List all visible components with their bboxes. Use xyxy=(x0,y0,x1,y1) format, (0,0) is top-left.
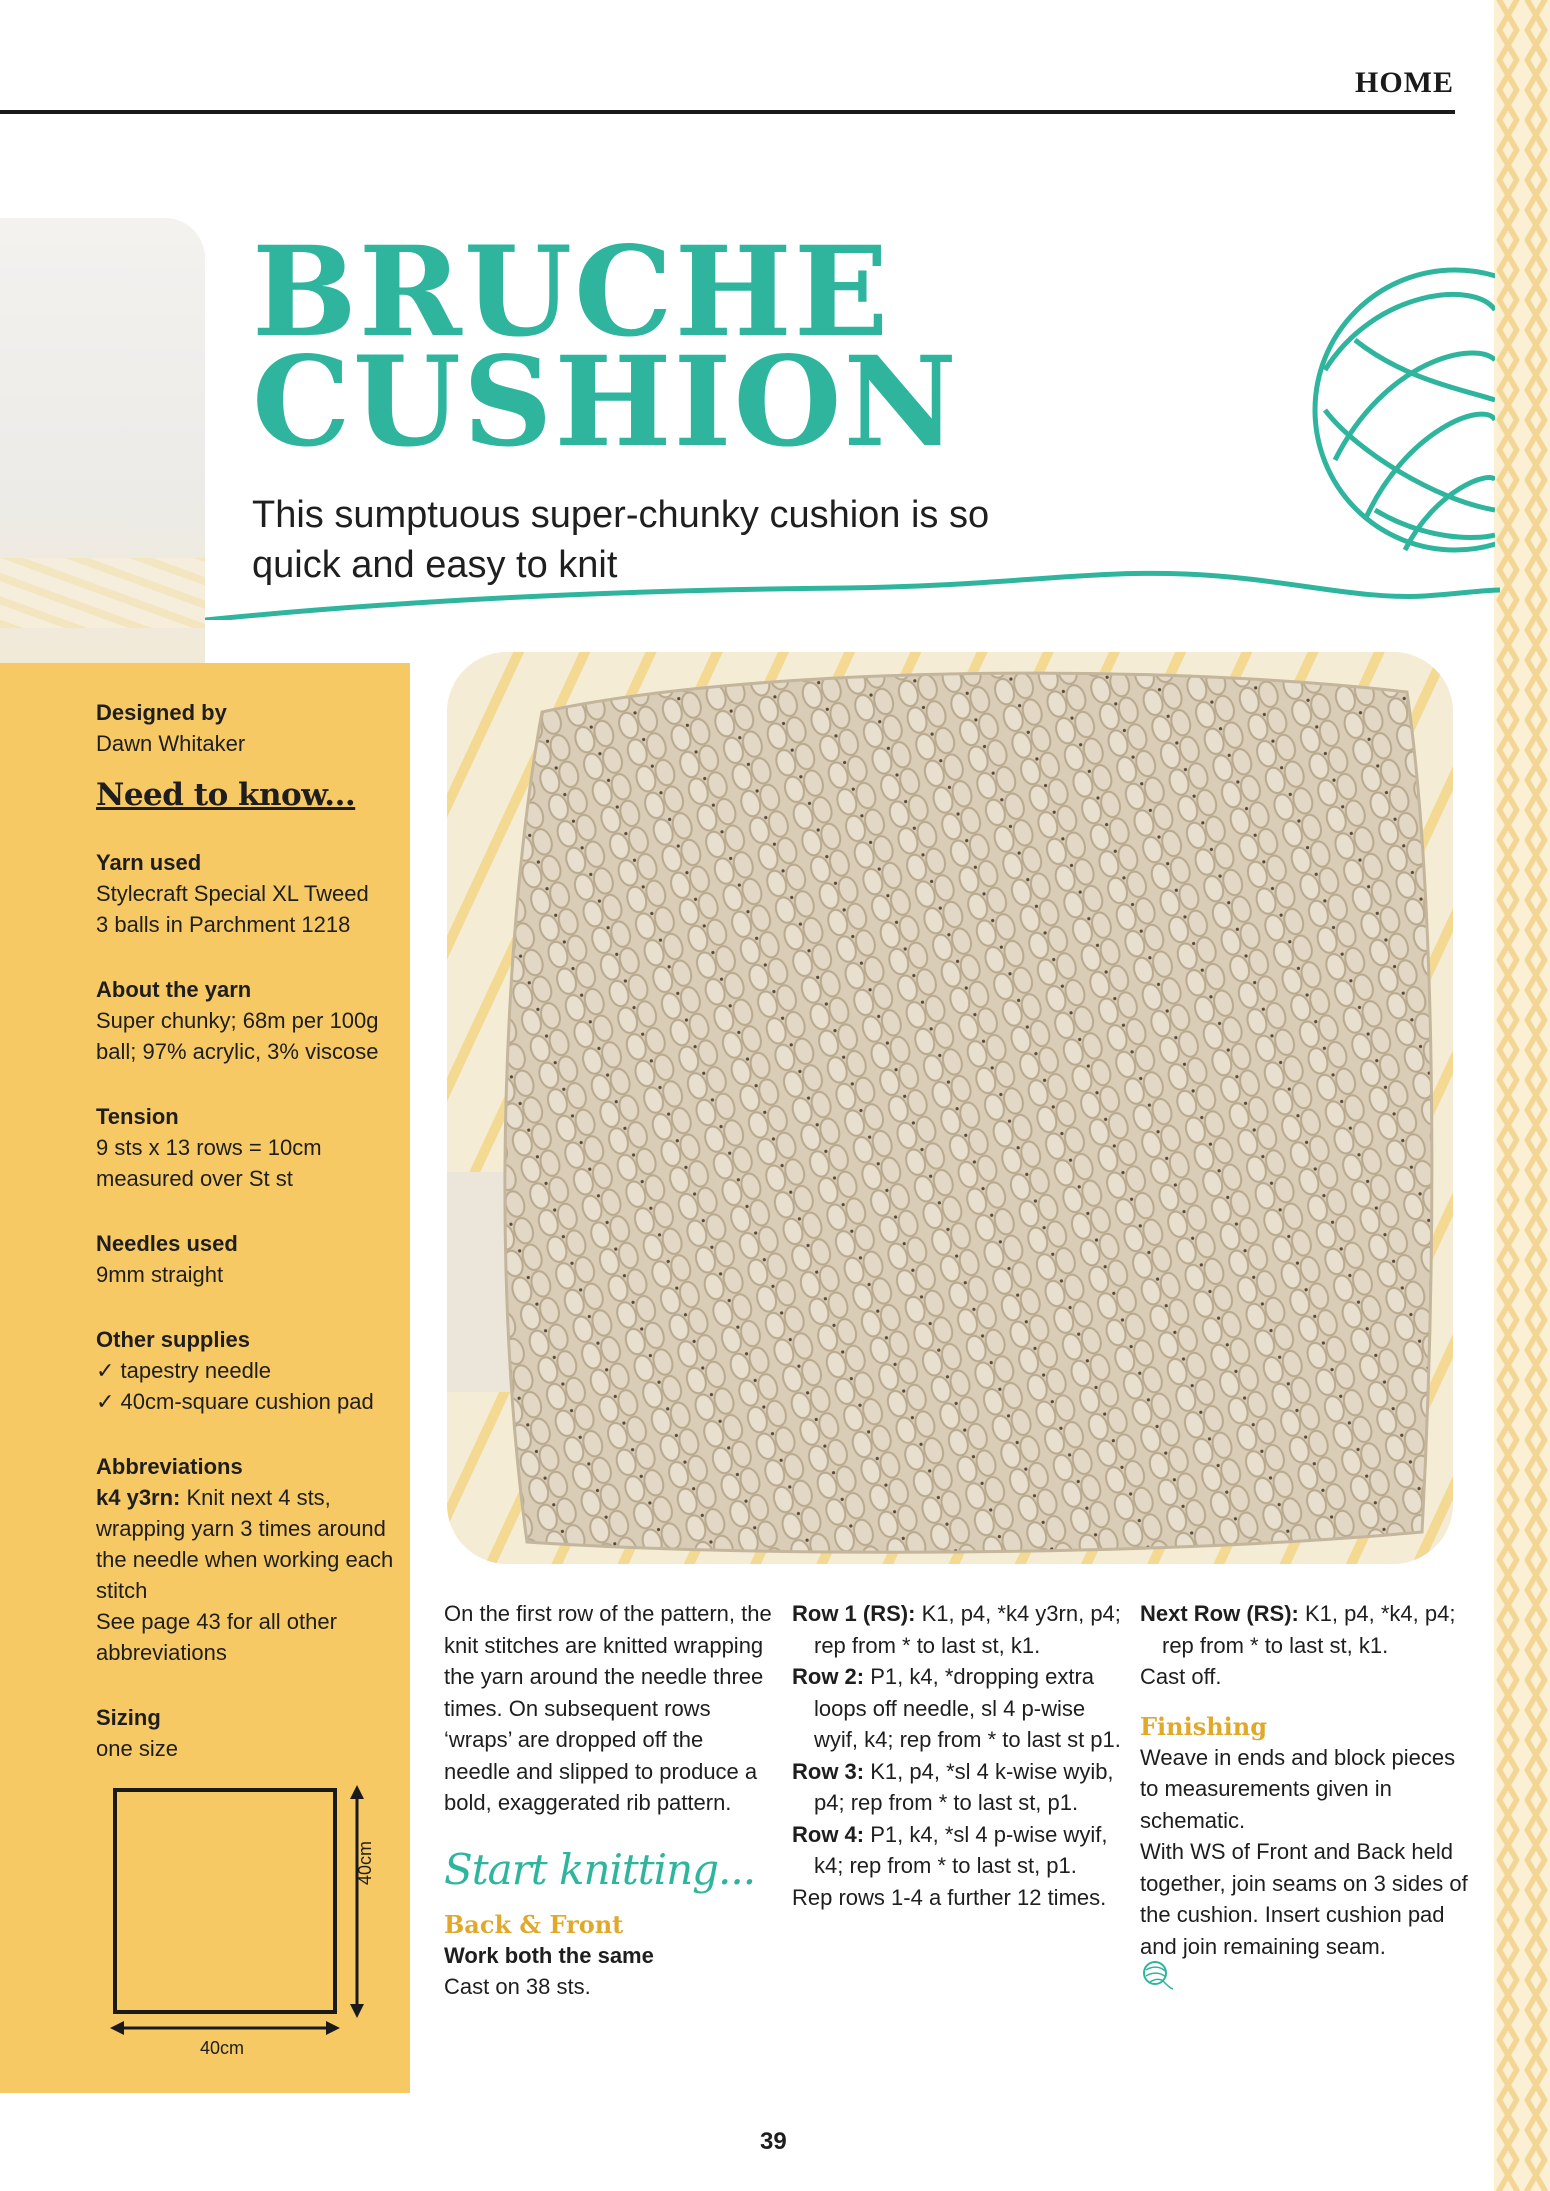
supply-item: ✓ 40cm-square cushion pad xyxy=(96,1389,374,1414)
designer-block xyxy=(96,697,396,759)
knitted-cushion-photo xyxy=(447,652,1453,1564)
abbreviations-note: See page 43 for all other abbreviations xyxy=(96,1609,337,1665)
abbreviations-label: Abbreviations xyxy=(96,1454,243,1479)
section-label: HOME xyxy=(1355,66,1454,99)
row-2-instruction xyxy=(792,1661,1122,1756)
needles-block xyxy=(96,1228,396,1290)
abbreviations-block xyxy=(96,1451,396,1668)
cast-off-instruction: Cast off. xyxy=(1140,1664,1222,1689)
cast-on-instruction: Cast on 38 sts. xyxy=(444,1974,591,1999)
schematic-height-label: 40cm xyxy=(355,1840,375,1885)
title-line-2: CUSHION xyxy=(252,330,959,475)
row-4-instruction xyxy=(792,1819,1122,1882)
yarn-used-quantity: 3 balls in Parchment 1218 xyxy=(96,912,351,937)
row-4-text: P1, k4, *sl 4 p-wise wyif, k4; rep from * to last st, p1. xyxy=(814,1821,1108,1878)
next-row-label: Next Row (RS): xyxy=(1140,1601,1299,1626)
row-1-instruction xyxy=(792,1598,1122,1661)
body-column-1 xyxy=(444,1598,774,2003)
body-column-3 xyxy=(1140,1598,1470,2001)
finishing-heading: Finishing xyxy=(1140,1711,1268,1741)
side-photo xyxy=(0,218,205,668)
yarn-used-block xyxy=(96,847,396,940)
tension-text: 9 sts x 13 rows = 10cm measured over St st xyxy=(96,1135,322,1191)
sizing-text: one size xyxy=(96,1736,178,1761)
yarn-end-icon xyxy=(1140,1958,1174,1992)
page-number: 39 xyxy=(760,2128,787,2155)
about-yarn-label: About the yarn xyxy=(96,977,252,1002)
header-rule xyxy=(0,110,1455,114)
knit-border-decoration xyxy=(1494,0,1550,2191)
back-front-heading: Back & Front xyxy=(444,1909,624,1939)
yarn-used-label: Yarn used xyxy=(96,850,202,875)
supply-item: ✓ tapestry needle xyxy=(96,1358,271,1383)
designed-by-label: Designed by xyxy=(96,700,227,725)
row-2-text: P1, k4, *dropping extra loops off needle, sl 4 p-wise wyif, k4; rep from * to last st p1. xyxy=(814,1664,1121,1752)
start-knitting-heading: Start knitting... xyxy=(444,1844,756,1894)
sizing-label: Sizing xyxy=(96,1705,161,1730)
schematic-width-label: 40cm xyxy=(200,2038,245,2058)
row-1-label: Row 1 (RS): xyxy=(792,1601,916,1626)
needles-text: 9mm straight xyxy=(96,1262,224,1287)
finishing-text-1: Weave in ends and block pieces to measurements given in schematic. xyxy=(1140,1744,1456,1833)
about-yarn-text: Super chunky; 68m per 100g ball; 97% acrylic, 3% viscose xyxy=(96,1008,379,1064)
subtitle: This sumptuous super-chunky cushion is so quick and easy to knit xyxy=(252,494,990,586)
row-4-label: Row 4: xyxy=(792,1821,865,1847)
intro-paragraph: On the first row of the pattern, the knit stitches are knitted wrapping the yarn around the needle three times. On subsequent rows ‘wraps’ are dropped off the needle and slipped to produce a bold, exaggerated rib pattern. xyxy=(444,1601,772,1815)
title-line-1: BRUCHE xyxy=(252,220,891,365)
tension-label: Tension xyxy=(96,1104,179,1129)
abbreviation-entry xyxy=(96,1482,396,1606)
row-1-text: K1, p4, *k4 y3rn, p4; rep from * to last st, k1. xyxy=(814,1601,1121,1658)
needles-label: Needles used xyxy=(96,1231,238,1256)
row-3-label: Row 3: xyxy=(792,1758,865,1784)
row-2-label: Row 2: xyxy=(792,1664,865,1689)
work-both-note: Work both the same xyxy=(444,1942,654,1968)
next-row-text: K1, p4, *k4, p4; rep from * to last st, k1. xyxy=(1162,1601,1456,1658)
yarn-used-name: Stylecraft Special XL Tweed xyxy=(96,881,369,906)
about-yarn-block xyxy=(96,974,396,1067)
abbreviation-term: k4 y3rn: xyxy=(96,1485,181,1510)
row-3-instruction xyxy=(792,1756,1122,1819)
sizing-block xyxy=(96,1702,396,1764)
abbreviation-definition: Knit next 4 sts, wrapping yarn 3 times around the needle when working each stitch xyxy=(96,1485,394,1603)
finishing-text-2: With WS of Front and Back held together, join seams on 3 sides of the cushion. Insert cushion pad and join remaining seam. xyxy=(1140,1839,1468,1959)
need-to-know-heading: Need to know... xyxy=(96,777,356,813)
size-schematic xyxy=(110,1785,380,2045)
repeat-rows-instruction: Rep rows 1-4 a further 12 times. xyxy=(792,1884,1107,1910)
page-title xyxy=(252,220,959,475)
tension-block xyxy=(96,1101,396,1194)
row-3-text: K1, p4, *sl 4 k-wise wyib, p4; rep from * to last st, p1. xyxy=(814,1758,1114,1815)
body-column-2 xyxy=(792,1598,1122,1913)
supplies-block xyxy=(96,1324,396,1417)
wavy-divider xyxy=(205,560,1500,620)
supplies-label: Other supplies xyxy=(96,1327,251,1352)
designer-name: Dawn Whitaker xyxy=(96,731,246,756)
next-row-instruction xyxy=(1140,1598,1470,1661)
